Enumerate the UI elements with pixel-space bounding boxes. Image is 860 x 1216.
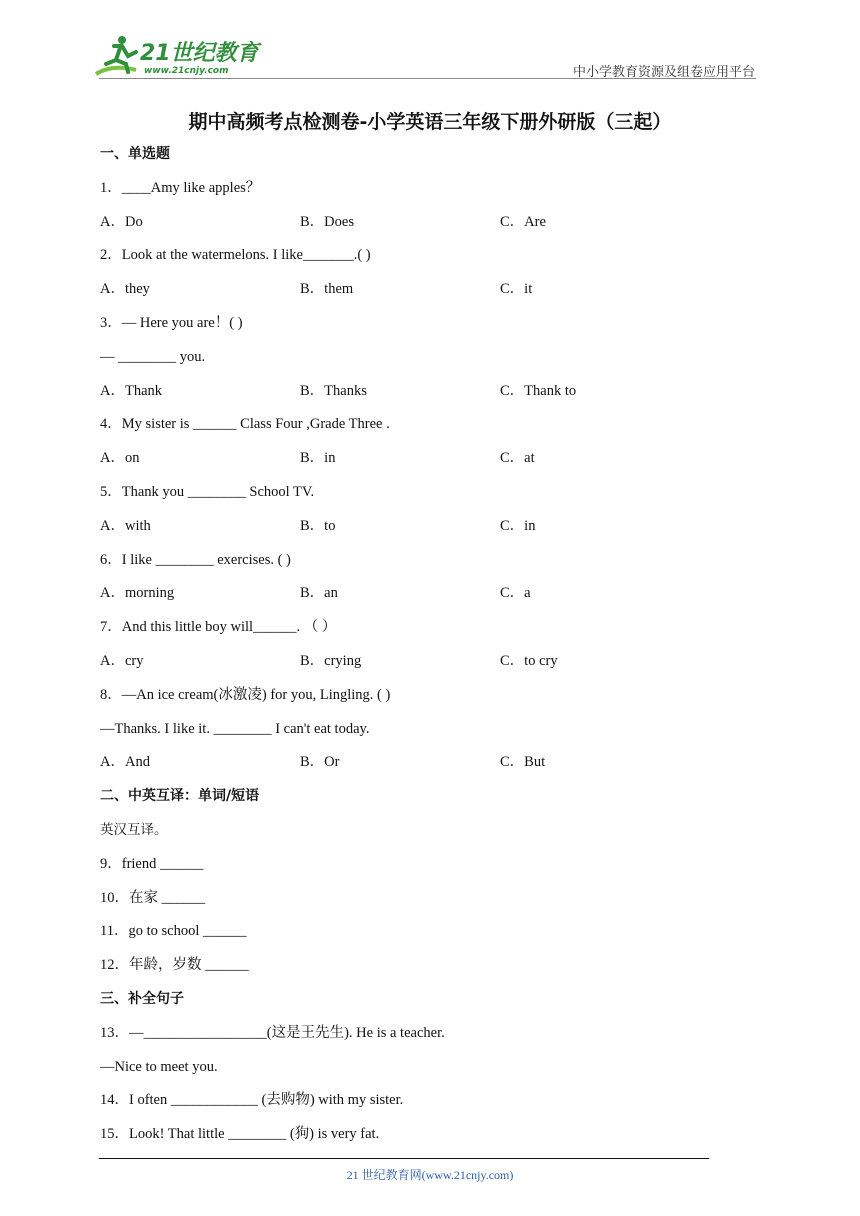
question-line: 5．Thank you ________ School TV. <box>100 483 315 500</box>
footer-divider <box>99 1158 709 1159</box>
question-line: 14．I often ____________ (去购物) with my sister. <box>100 1092 404 1109</box>
question-line: 9．friend ______ <box>100 855 204 872</box>
option-b: B．Or <box>300 754 340 771</box>
footer-source: 21 世纪教育网(www.21cnjy.com) <box>346 1168 514 1182</box>
option-a: A．morning <box>100 585 175 602</box>
question-line: 8．—An ice cream(冰激凌) for you, Lingling. ( ) <box>100 686 391 703</box>
header-divider <box>99 78 756 79</box>
question-line: 2．Look at the watermelons. I like_______.( ) <box>100 247 371 264</box>
option-c: C．at <box>500 450 535 467</box>
option-b: B．Does <box>300 213 354 230</box>
option-a: A．on <box>100 450 140 467</box>
section-heading: 二、中英互译：单词/短语 <box>100 788 260 805</box>
answer-options <box>100 211 760 245</box>
answer-options <box>100 650 760 684</box>
question-line: 6．I like ________ exercises. ( ) <box>100 551 291 568</box>
answer-options <box>100 582 760 616</box>
question-line: 11．go to school ______ <box>100 923 247 940</box>
question-line: 10．在家 ______ <box>100 889 206 906</box>
question-line: —Nice to meet you. <box>100 1058 218 1075</box>
option-c: C．it <box>500 281 533 298</box>
option-a: A．Thank <box>100 382 163 399</box>
option-c: C．Are <box>500 213 546 230</box>
question-line: — ________ you. <box>100 348 206 365</box>
question-list <box>100 143 760 1157</box>
question-line: 1．____Amy like apples？ <box>100 179 261 196</box>
option-c: C．a <box>500 585 531 602</box>
option-c: C．in <box>500 517 536 534</box>
option-c: C．to cry <box>500 652 558 669</box>
option-b: B．crying <box>300 652 362 669</box>
instruction-text: 英汉互译。 <box>100 821 168 838</box>
section-heading: 一、单选题 <box>100 146 170 162</box>
answer-options <box>100 380 760 414</box>
question-line: 13．—_________________(这是王先生). He is a teacher. <box>100 1024 445 1041</box>
svg-text:21世纪教育: 21世纪教育 <box>140 41 259 66</box>
page-header <box>0 0 860 80</box>
section-heading: 三、补全句子 <box>100 990 184 1007</box>
logo-21cnjy <box>92 34 262 78</box>
svg-text:www.21cnjy.com: www.21cnjy.com <box>144 66 229 76</box>
option-b: B．in <box>300 450 336 467</box>
question-line: 15．Look! That little ________ (狗) is very fat. <box>100 1126 380 1143</box>
document-title: 期中高频考点检测卷-小学英语三年级下册外研版（三起） <box>188 111 672 133</box>
answer-options <box>100 515 760 549</box>
question-line: 12．年龄，岁数 ______ <box>100 957 249 974</box>
option-b: B．to <box>300 517 336 534</box>
option-b: B．Thanks <box>300 382 367 399</box>
option-a: A．And <box>100 754 150 771</box>
question-line: 7．And this little boy will______. （ ） <box>100 619 337 636</box>
option-a: A．cry <box>100 652 144 669</box>
option-a: A．they <box>100 281 150 298</box>
answer-options <box>100 447 760 481</box>
answer-options <box>100 751 760 785</box>
platform-label: 中小学教育资源及组卷应用平台 <box>572 65 755 80</box>
option-c: C．Thank to <box>500 382 577 399</box>
option-b: B．an <box>300 585 338 602</box>
question-line: 3．— Here you are！( ) <box>100 314 243 331</box>
question-line: —Thanks. I like it. ________ I can't eat today. <box>100 720 370 737</box>
option-b: B．them <box>300 281 354 298</box>
question-line: 4．My sister is ______ Class Four ,Grade Three . <box>100 416 390 433</box>
answer-options <box>100 278 760 312</box>
option-c: C．But <box>500 754 546 771</box>
option-a: A．Do <box>100 213 143 230</box>
option-a: A．with <box>100 517 151 534</box>
